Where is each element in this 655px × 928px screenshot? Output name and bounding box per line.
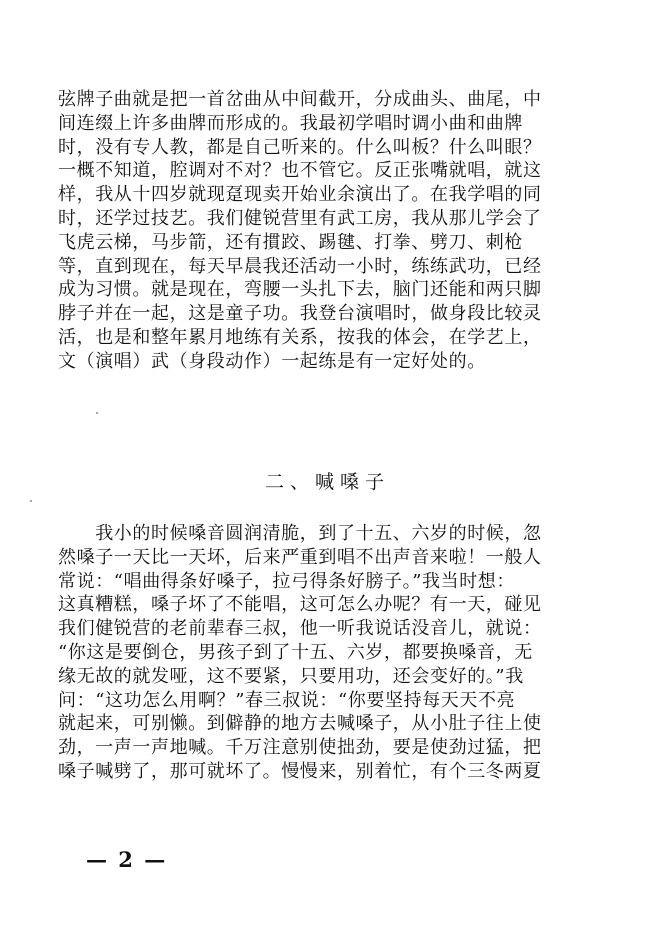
text-line: 活，也是和整年累月地练有关系，按我的体会，在学艺上， [58,326,542,348]
text-line: 然嗓子一天比一天坏，后来严重到唱不出声音来啦！一般人 [58,546,542,568]
text-line: 样，我从十四岁就现趸现卖开始业余演出了。在我学唱的同 [58,184,542,206]
page-number: — 2 — [86,847,168,872]
text-line: 一概不知道，腔调对不对？也不管它。反正张嘴就唱，就这 [58,160,542,182]
text-line: 时，还学过技艺。我们健锐营里有武工房，我从那儿学会了 [58,207,542,229]
text-line: 文（演唱）武（身段动作）一起练是有一定好处的。 [58,350,486,372]
text-line: 我小的时候嗓音圆润清脆，到了十五、六岁的时候，忽 [58,523,542,544]
scan-speck [96,412,98,414]
text-line: 劲，一声一声地喊。千万注意别使拙劲，要是使劲过猛，把 [58,737,542,759]
text-line: 脖子并在一起，这是童子功。我登台演唱时，做身段比较灵 [58,303,542,325]
text-line: 等，直到现在，每天早晨我还活动一小时，练练武功，已经 [58,255,542,277]
text-line: 这真糟糕，嗓子坏了不能唱，这可怎么办呢？有一天，碰见 [58,594,542,616]
text-line: 间连缀上许多曲牌而形成的。我最初学唱时调小曲和曲牌 [58,112,523,134]
text-line: 嗓子喊劈了，那可就坏了。慢慢来，别着忙，有个三冬两夏 [58,760,542,782]
text-line: “你这是要倒仓，男孩子到了十五、六岁，都要换嗓音，无 [58,641,533,663]
text-line: 飞虎云梯，马步箭，还有摜跤、踢毽、打拳、劈刀、刺枪 [58,231,523,253]
text-line: 问：“这功怎么用啊？”春三叔说：“你要坚持每天天不亮 [58,689,516,711]
scan-speck [30,500,32,502]
text-line: 弦牌子曲就是把一首岔曲从中间截开，分成曲头、曲尾，中 [58,89,542,110]
text-line: 常说：“唱曲得条好嗓子，拉弓得条好膀子。”我当时想： [58,570,516,592]
paragraph-1 [58,88,606,374]
section-heading: 二、喊嗓子 [264,471,390,493]
text-line: 就起来，可别懒。到僻静的地方去喊嗓子，从小肚子往上使 [58,713,542,735]
text-line: 成为习惯。就是现在，弯腰一头扎下去，脑门还能和两只脚 [58,279,542,301]
paragraph-2 [58,522,606,784]
text-line: 缘无故的就发哑，这不要紧，只要用功，还会变好的。”我 [58,665,524,687]
text-line: 时，没有专人教，都是自己听来的。什么叫板？什么叫眼？ [58,136,542,158]
text-line: 我们健锐营的老前辈春三叔，他一听我说话没音儿，就说： [58,618,542,640]
